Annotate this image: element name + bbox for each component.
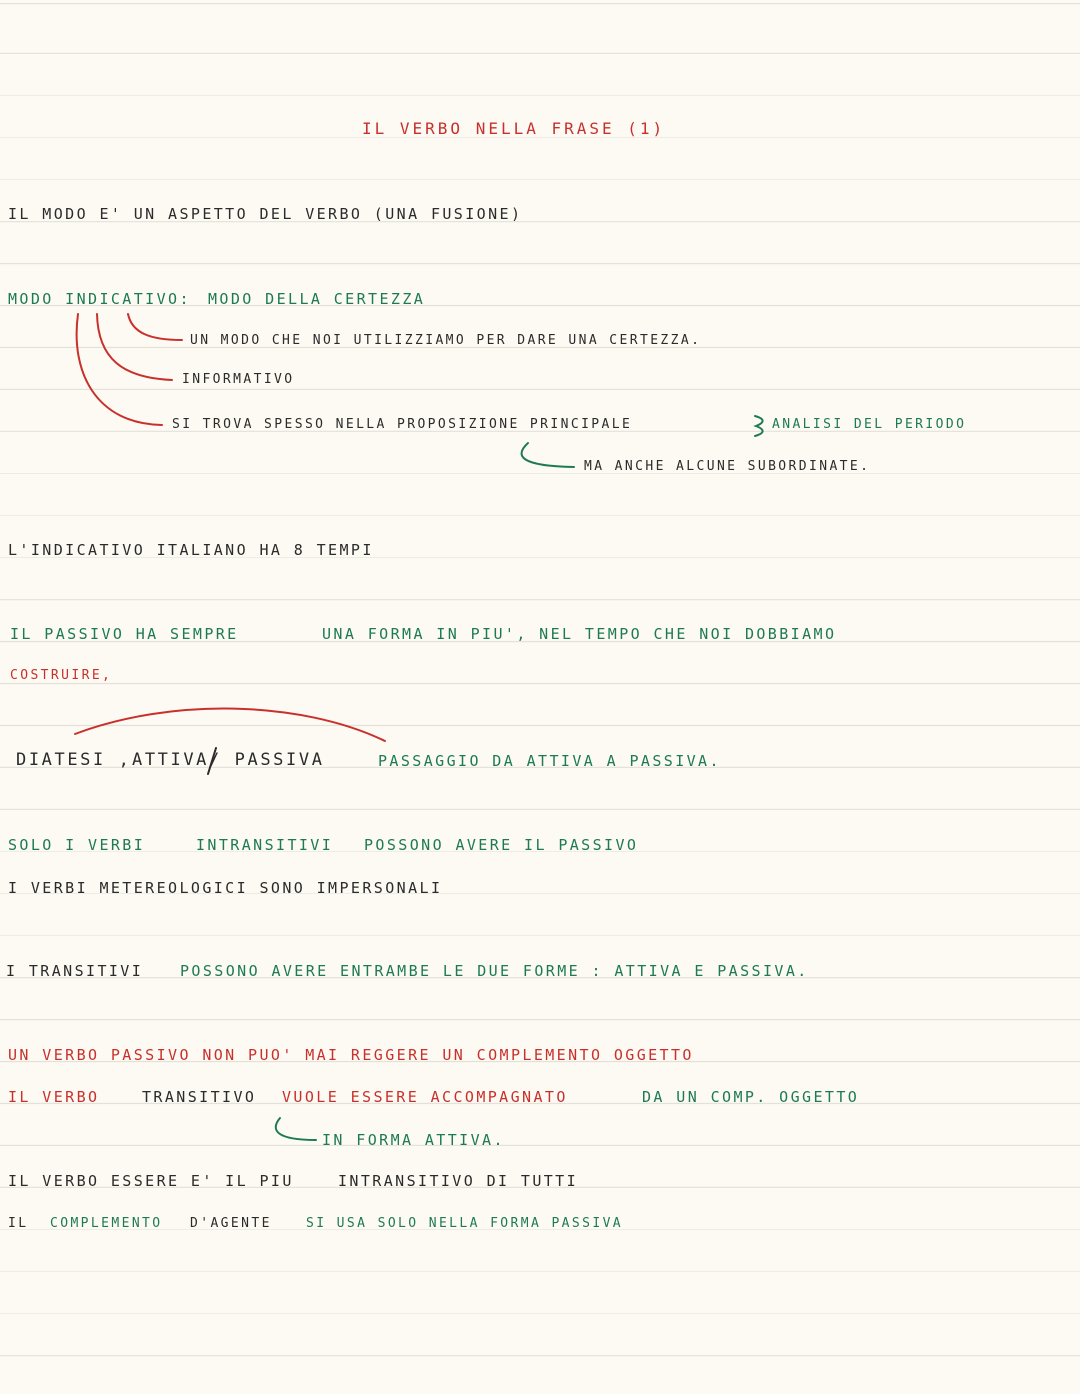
transitivo-sub: IN FORMA ATTIVA. [322,1131,505,1149]
intransitivi-start: SOLO I VERBI [8,836,146,854]
agente-start: IL [8,1216,29,1231]
diatesi-forms: ATTIVA/ PASSIVA [132,750,325,770]
branch-stroke-1 [128,314,182,340]
passivo-start: IL PASSIVO HA SEMPRE [10,625,239,643]
intransitivi-mid: INTRANSITIVI [196,836,334,854]
transitivo-end: DA UN COMP. OGGETTO [642,1088,860,1106]
branch-stroke-2 [97,314,172,380]
page-title: IL VERBO NELLA FRASE (1) [362,119,666,138]
intransitivi-end: POSSONO AVERE IL PASSIVO [364,836,639,854]
meteo-line: I VERBI METEREOLOGICI SONO IMPERSONALI [8,879,443,897]
indicativo-side-note: ANALISI DEL PERIODO [772,417,967,432]
branch-stroke-3 [77,314,162,425]
indicativo-branch-3: SI TROVA SPESSO NELLA PROPOSIZIONE PRINCIPALE [172,417,633,432]
indicativo-label: MODO INDICATIVO: [8,290,191,308]
sub-branch-stroke [522,443,574,467]
diatesi-arc [75,709,385,741]
indicativo-sub-branch: MA ANCHE ALCUNE SUBORDINATE. [584,459,871,474]
transitivo-start: IL VERBO [8,1088,100,1106]
indicativo-definition: MODO DELLA CERTEZZA [208,290,426,308]
agente-mid: COMPLEMENTO [50,1216,163,1231]
indicativo-branch-1: UN MODO CHE NOI UTILIZZIAMO PER DARE UNA CERTEZZA. [190,333,702,348]
indicativo-tempi: L'INDICATIVO ITALIANO HA 8 TEMPI [8,541,374,559]
agente-rest: D'AGENTE [190,1216,272,1231]
transitivo-rest: VUOLE ESSERE ACCOMPAGNATO [282,1088,568,1106]
transitivi-rest: POSSONO AVERE ENTRAMBE LE DUE FORME : ATTIVA E PASSIVA. [180,962,809,980]
regola-passivo: UN VERBO PASSIVO NON PUO' MAI REGGERE UN COMPLEMENTO OGGETTO [8,1046,694,1064]
diatesi-label: DIATESI , [16,750,132,770]
passivo-rest: UNA FORMA IN PIU', NEL TEMPO CHE NOI DOBBIAMO [322,625,837,643]
agente-end: SI USA SOLO NELLA FORMA PASSIVA [306,1216,624,1231]
brace-stroke [755,416,763,436]
definition-modo: IL MODO E' UN ASPETTO DEL VERBO (UNA FUSIONE) [8,205,523,223]
passivo-continuation: COSTRUIRE, [10,668,113,683]
indicativo-branch-2: INFORMATIVO [182,372,295,387]
forma-attiva-stroke [276,1118,316,1140]
essere-start: IL VERBO ESSERE E' IL PIU [8,1172,294,1190]
diatesi-passaggio: PASSAGGIO DA ATTIVA A PASSIVA. [378,752,721,770]
transitivo-mid: TRANSITIVO [142,1088,257,1106]
essere-end: INTRANSITIVO DI TUTTI [338,1172,579,1190]
transitivi-start: I TRANSITIVI [6,962,144,980]
